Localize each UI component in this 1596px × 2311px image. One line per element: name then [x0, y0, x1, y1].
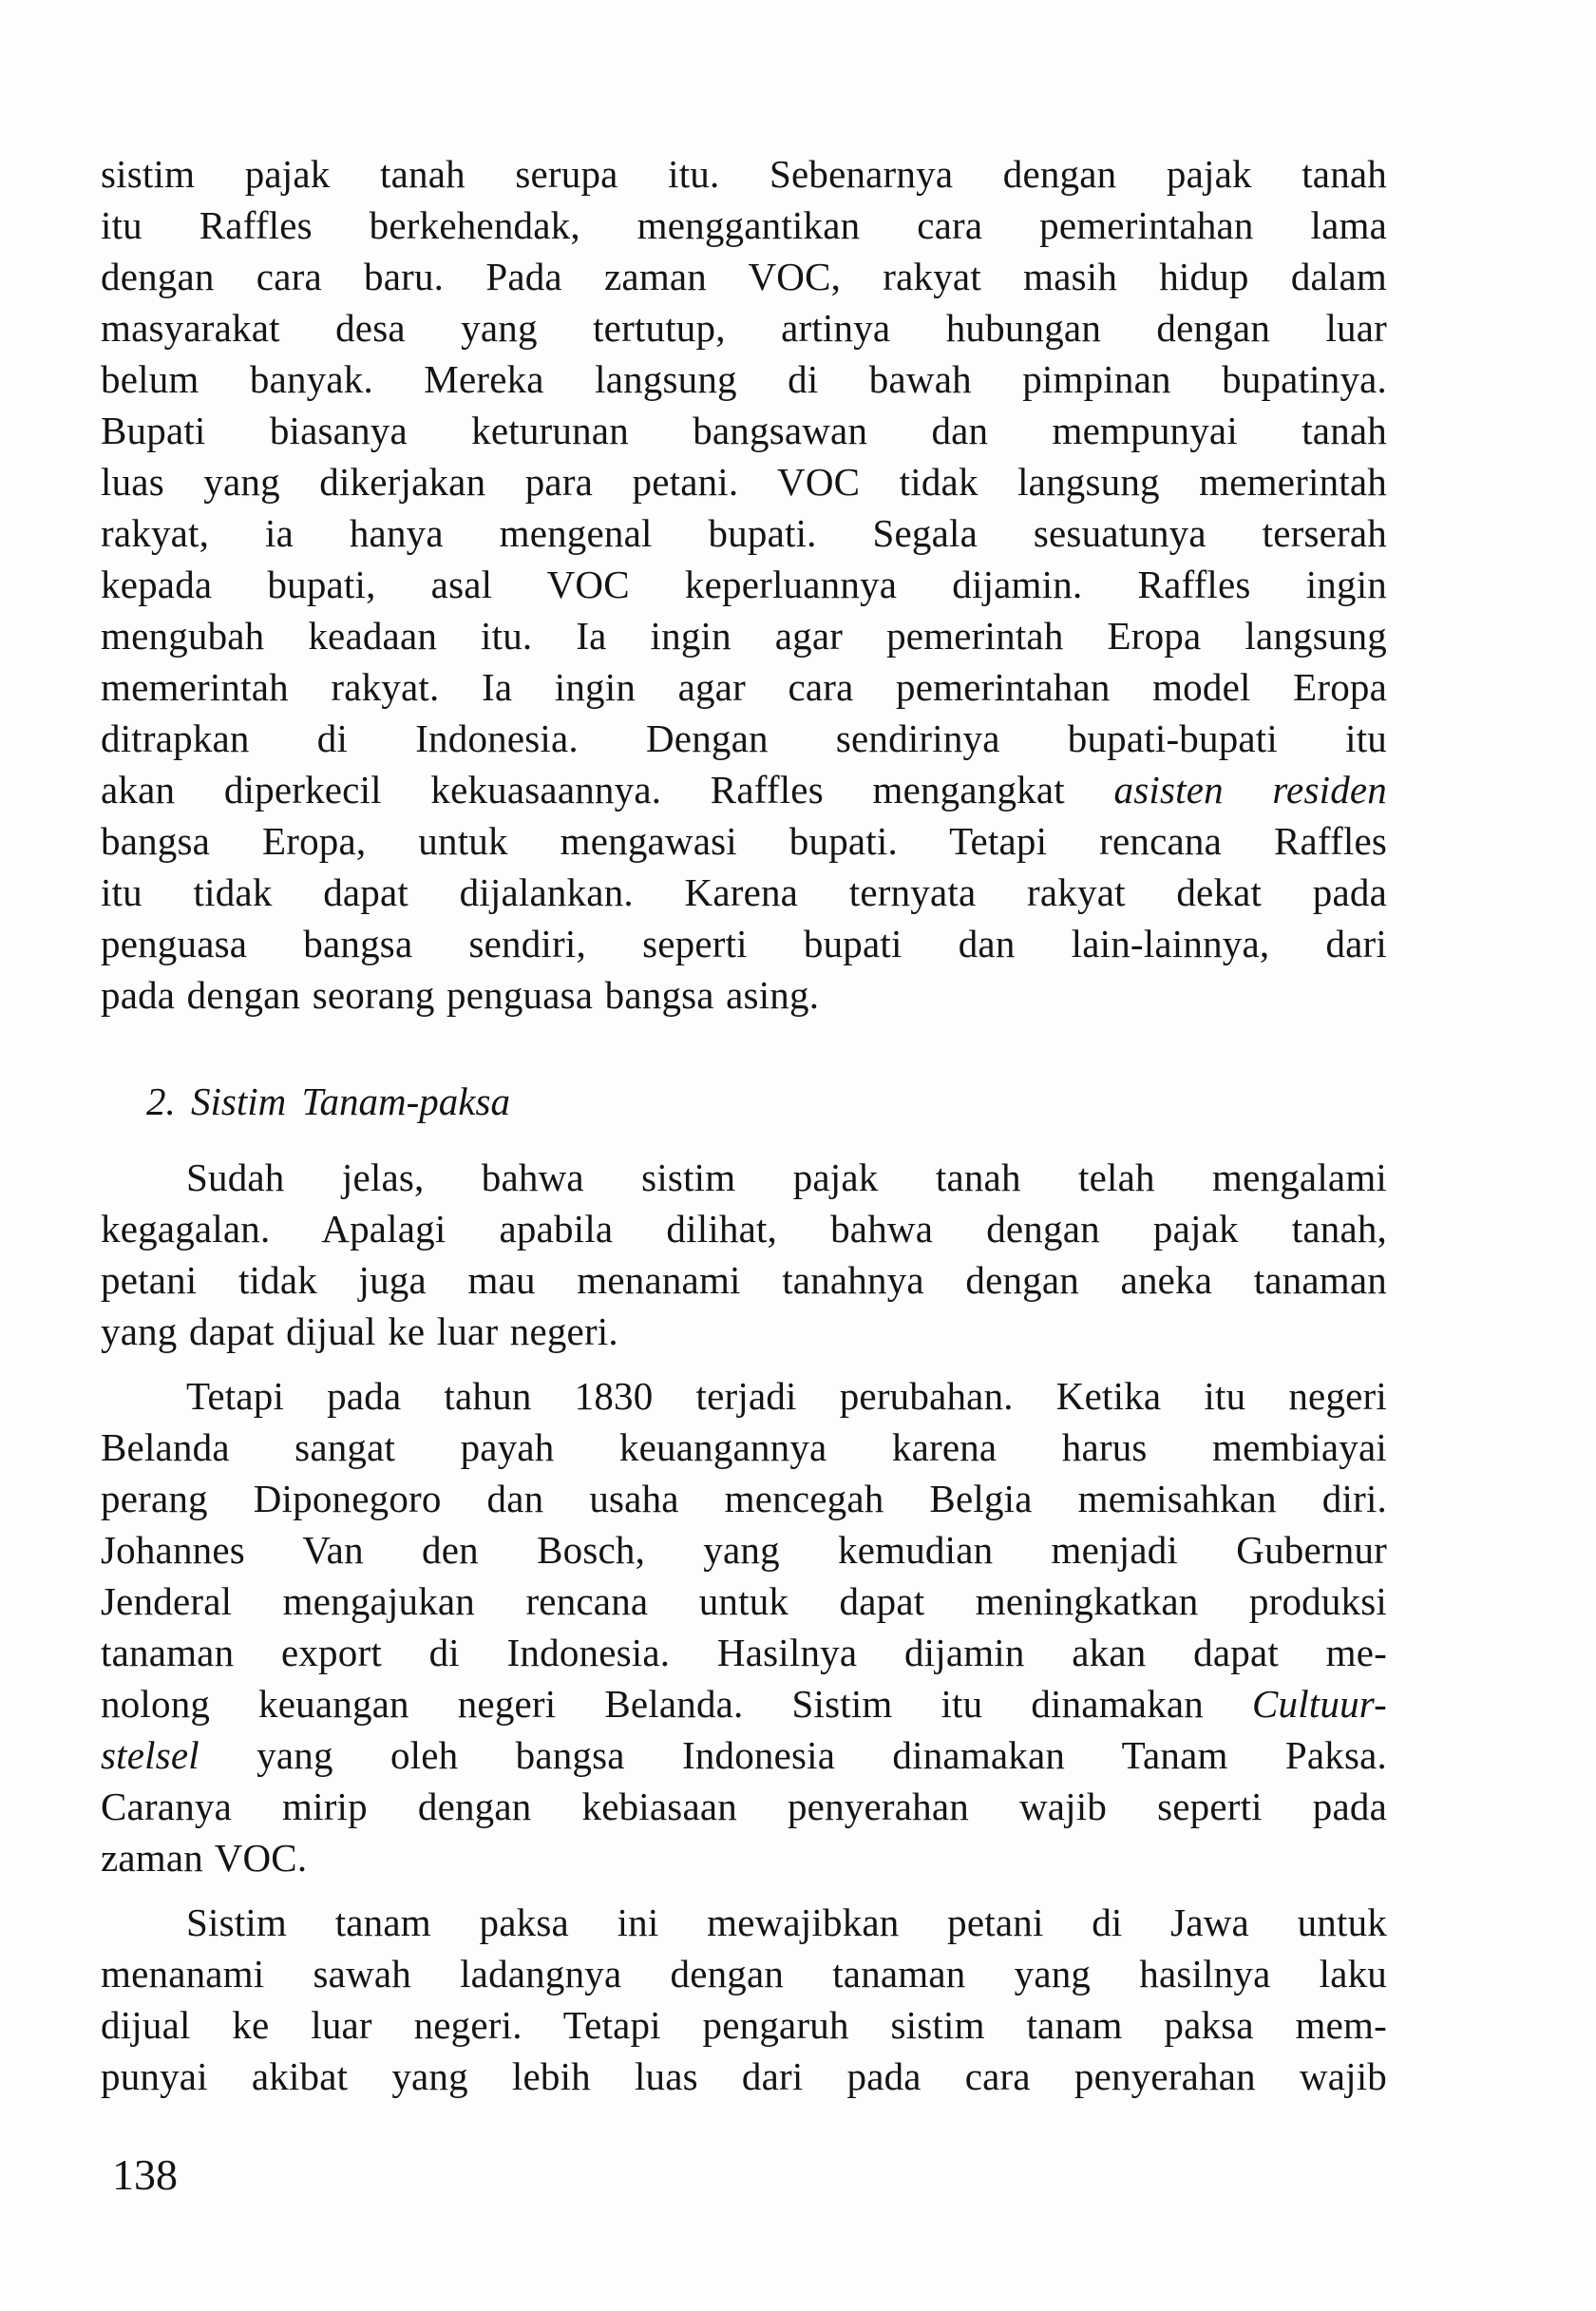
text-line [101, 1678, 1387, 1729]
text-line [101, 148, 1387, 200]
text-segment: Belanda sangat payah keuangannya karena harus membiayai [101, 1425, 1387, 1469]
text-segment: petani tidak juga mau menanami tanahnya dengan aneka tanaman [101, 1258, 1387, 1302]
text-block [101, 148, 1387, 2102]
text-line [101, 1729, 1387, 1781]
text-line [101, 1370, 1387, 1422]
text-line [101, 1781, 1387, 1832]
text-line [101, 200, 1387, 251]
text-segment: stelsel [101, 1733, 200, 1777]
text-segment: zaman VOC. [101, 1836, 308, 1880]
text-segment: Caranya mirip dengan kebiasaan penyerahan wajib seperti pada [101, 1785, 1387, 1828]
text-segment: yang dapat dijual ke luar negeri. [101, 1309, 618, 1353]
text-line [101, 1576, 1387, 1627]
text-segment: Jenderal mengajukan rencana untuk dapat meningkatkan produksi [101, 1579, 1387, 1623]
text-segment: menanami sawah ladangnya dengan tanaman yang hasilnya laku [101, 1952, 1387, 1996]
text-line [101, 251, 1387, 302]
paragraph [101, 148, 1387, 1021]
text-segment: luas yang dikerjakan para petani. VOC tidak langsung memerintah [101, 460, 1387, 504]
text-line [101, 918, 1387, 969]
text-segment: penguasa bangsa sendiri, seperti bupati dan lain-lainnya, dari [101, 922, 1387, 965]
text-line [101, 353, 1387, 405]
text-line [101, 867, 1387, 918]
text-line [101, 713, 1387, 764]
text-segment: memerintah rakyat. Ia ingin agar cara pemerintahan model Eropa [101, 665, 1387, 709]
text-segment: itu Raffles berkehendak, menggantikan cara pemerintahan lama [101, 203, 1387, 247]
text-line [101, 1152, 1387, 1203]
text-segment: tanaman export di Indonesia. Hasilnya dijamin akan dapat me- [101, 1631, 1387, 1674]
text-segment: Johannes Van den Bosch, yang kemudian menjadi Gubernur [101, 1528, 1387, 1572]
text-line [101, 1897, 1387, 1948]
section-heading: 2. Sistim Tanam-paksa [146, 1079, 510, 1123]
text-segment: bangsa Eropa, untuk mengawasi bupati. Tetapi rencana Raffles [101, 819, 1387, 863]
text-segment: akan diperkecil kekuasaannya. Raffles mengangkat [101, 768, 1114, 812]
text-segment: Sistim tanam paksa ini mewajibkan petani di Jawa untuk [186, 1900, 1387, 1944]
text-segment: ditrapkan di Indonesia. Dengan sendirinya bupati-bupati itu [101, 716, 1387, 760]
text-segment: sistim pajak tanah serupa itu. Sebenarnya dengan pajak tanah [101, 152, 1387, 196]
text-line [101, 1422, 1387, 1473]
text-segment: belum banyak. Mereka langsung di bawah pimpinan bupatinya. [101, 357, 1387, 401]
text-line [101, 507, 1387, 559]
text-segment: Bupati biasanya keturunan bangsawan dan mempunyai tanah [101, 409, 1387, 452]
text-segment: nolong keuangan negeri Belanda. Sistim itu dinamakan [101, 1682, 1252, 1726]
paragraph [101, 1897, 1387, 2102]
text-segment: itu tidak dapat dijalankan. Karena ternyata rakyat dekat pada [101, 870, 1387, 914]
text-segment: asisten residen [1113, 768, 1387, 812]
text-line [101, 405, 1387, 456]
page-number: 138 [112, 2150, 178, 2199]
paragraph [101, 1152, 1387, 1357]
text-line [101, 302, 1387, 353]
text-segment: dengan cara baru. Pada zaman VOC, rakyat masih hidup dalam [101, 255, 1387, 298]
text-line [101, 1306, 1387, 1357]
text-segment: Sudah jelas, bahwa sistim pajak tanah telah mengalami [186, 1156, 1387, 1199]
text-line [101, 456, 1387, 507]
text-line [101, 1999, 1387, 2051]
text-line [101, 1473, 1387, 1524]
text-line [101, 2051, 1387, 2102]
text-line [101, 1254, 1387, 1306]
text-segment: kegagalan. Apalagi apabila dilihat, bahwa dengan pajak tanah, [101, 1207, 1387, 1251]
text-segment: Tetapi pada tahun 1830 terjadi perubahan. Ketika itu negeri [186, 1374, 1387, 1418]
text-segment: Cultuur- [1251, 1682, 1387, 1726]
text-segment: masyarakat desa yang tertutup, artinya hubungan dengan luar [101, 306, 1387, 350]
text-line [101, 661, 1387, 713]
text-line [101, 559, 1387, 610]
text-segment: kepada bupati, asal VOC keperluannya dijamin. Raffles ingin [101, 563, 1387, 606]
text-line [101, 1524, 1387, 1576]
text-segment: dijual ke luar negeri. Tetapi pengaruh sistim tanam paksa mem- [101, 2003, 1387, 2047]
paragraph [101, 1370, 1387, 1883]
text-line [101, 764, 1387, 815]
text-segment: perang Diponegoro dan usaha mencegah Belgia memisahkan diri. [101, 1477, 1387, 1520]
text-segment: mengubah keadaan itu. Ia ingin agar pemerintah Eropa langsung [101, 614, 1387, 658]
text-line [101, 969, 1387, 1021]
text-segment: punyai akibat yang lebih luas dari pada cara penyerahan wajib [101, 2054, 1387, 2098]
text-line [101, 1203, 1387, 1254]
text-line [101, 815, 1387, 867]
text-segment: yang oleh bangsa Indonesia dinamakan Tanam Paksa. [199, 1733, 1387, 1777]
text-line [101, 1832, 1387, 1883]
text-segment: pada dengan seorang penguasa bangsa asing. [101, 973, 820, 1017]
text-segment: rakyat, ia hanya mengenal bupati. Segala sesuatunya terserah [101, 511, 1387, 555]
text-line [101, 1948, 1387, 1999]
text-line [101, 610, 1387, 661]
text-line [101, 1627, 1387, 1678]
